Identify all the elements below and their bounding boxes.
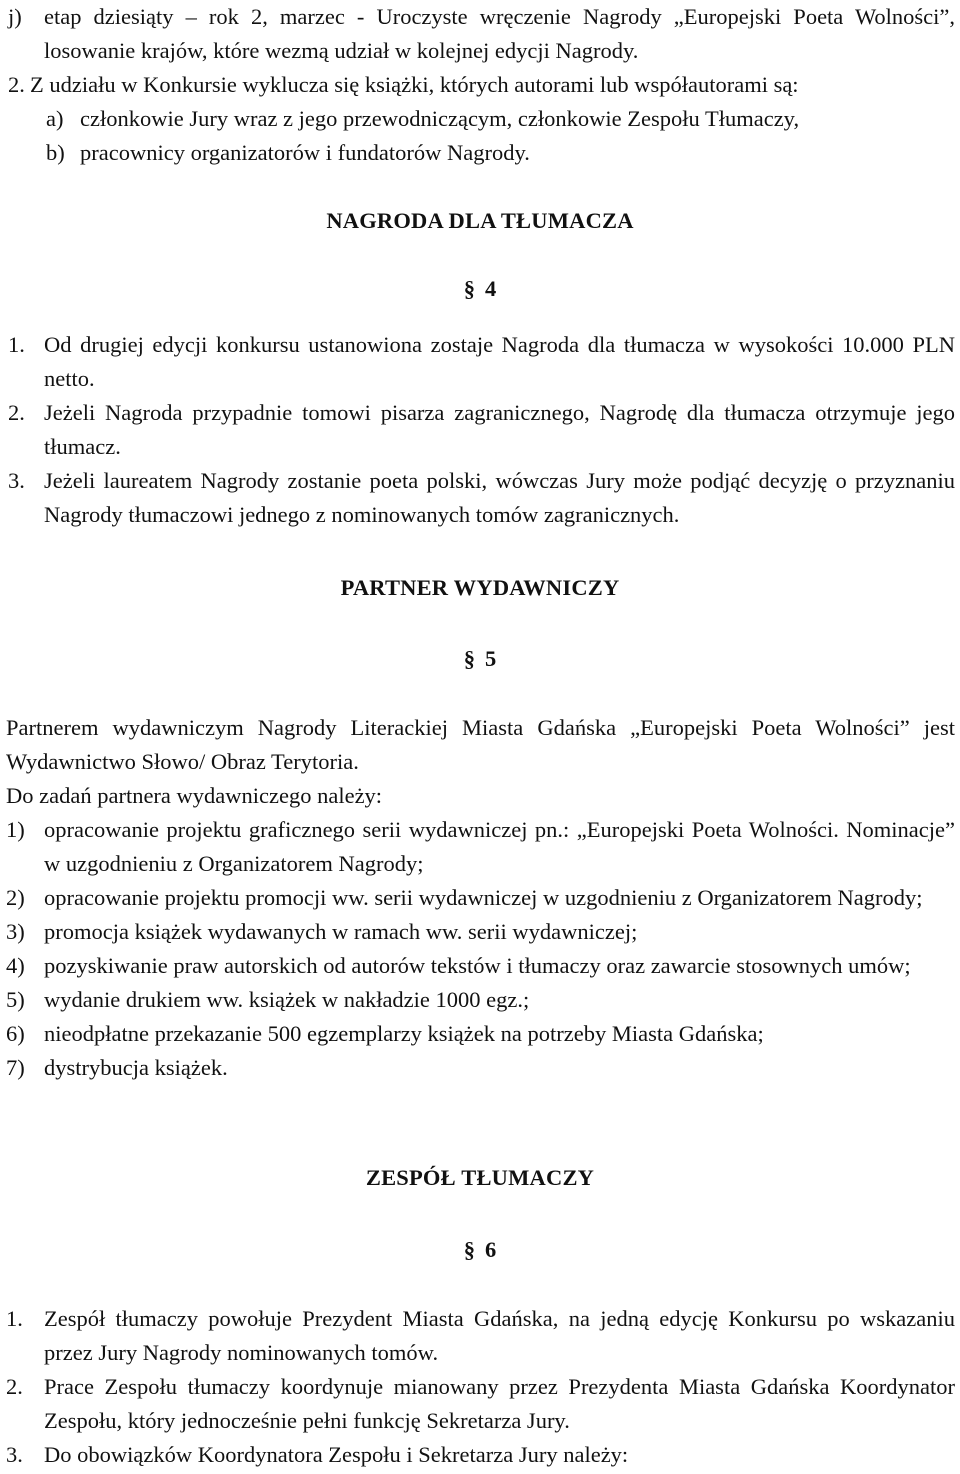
item-text: opracowanie projektu promocji ww. serii wydawniczej w uzgodnieniu z Organizatorem Nagrody; xyxy=(44,885,923,910)
section-heading-team: ZESPÓŁ TŁUMACZY xyxy=(365,1165,595,1190)
list-item xyxy=(0,328,960,396)
sub-item-label: a) xyxy=(46,106,64,131)
sub-item-text: członkowie Jury wraz z jego przewodniczącym, członkowie Zespołu Tłumaczy, xyxy=(80,106,800,131)
item-number: 3. xyxy=(6,1442,23,1467)
list-item xyxy=(0,983,960,1017)
list-item xyxy=(0,1051,960,1085)
item-number: 2. xyxy=(8,72,25,97)
item-text: nieodpłatne przekazanie 500 egzemplarzy książek na potrzeby Miasta Gdańska; xyxy=(44,1021,764,1046)
section-sign: § xyxy=(463,276,475,301)
item-number: 7) xyxy=(6,1055,25,1080)
item-text: opracowanie projektu graficznego serii wydawniczej pn.: „Europejski Poeta Wolności. Nominacje” w uzgodnieniu z Organizatorem Nagrody; xyxy=(44,817,955,876)
list-item-j xyxy=(0,0,960,68)
team-list xyxy=(0,1302,960,1472)
item-text: Prace Zespołu tłumaczy koordynuje mianowany przez Prezydenta Miasta Gdańska Koordynator Zespołu, który jednocześnie pełni funkcję Sekretarza Jury. xyxy=(44,1374,955,1433)
item-text: Z udziału w Konkursie wyklucza się książki, których autorami lub współautorami są: xyxy=(30,72,799,97)
paragraph-marker-4 xyxy=(0,272,960,306)
section-heading-translator: NAGRODA DLA TŁUMACZA xyxy=(326,208,634,233)
paragraph-marker-5 xyxy=(0,642,960,676)
list-item xyxy=(0,949,960,983)
item-text: wydanie drukiem ww. książek w nakładzie 1000 egz.; xyxy=(44,987,530,1012)
sub-item-label: b) xyxy=(46,140,65,165)
list-item xyxy=(0,396,960,464)
item-text: Od drugiej edycji konkursu ustanowiona zostaje Nagroda dla tłumacza w wysokości 10.000 PLN netto. xyxy=(44,332,955,391)
item-label: j) xyxy=(8,4,22,29)
item-number: 3. xyxy=(8,468,25,493)
item-number: 1. xyxy=(8,332,25,357)
section-sign: § xyxy=(463,1237,475,1262)
item-number: 1) xyxy=(6,817,25,842)
item-text: Do obowiązków Koordynatora Zespołu i Sekretarza Jury należy: xyxy=(44,1442,629,1467)
item-text: etap dziesiąty – rok 2, marzec - Uroczyste wręczenie Nagrody „Europejski Poeta Wolności”, losowanie krajów, które wezmą udział w kolejnej edycji Nagrody. xyxy=(44,4,955,63)
paragraph-number: 6 xyxy=(485,1237,497,1262)
item-text: promocja książek wydawanych w ramach ww. serii wydawniczej; xyxy=(44,919,638,944)
item-number: 2. xyxy=(6,1374,23,1399)
item-text: Jeżeli laureatem Nagrody zostanie poeta polski, wówczas Jury może podjąć decyzję o przyznaniu Nagrody tłumaczowi jednego z nominowanych tomów zagranicznych. xyxy=(44,468,955,527)
item-text: dystrybucja książek. xyxy=(44,1055,228,1080)
item-number: 1. xyxy=(6,1306,23,1331)
list-item xyxy=(0,464,960,532)
sub-item-b xyxy=(0,136,960,170)
paragraph-number: 5 xyxy=(485,646,497,671)
item-number: 2) xyxy=(6,885,25,910)
list-item xyxy=(0,1438,960,1472)
partner-body xyxy=(0,711,960,1085)
paragraph-number: 4 xyxy=(485,276,497,301)
list-item xyxy=(0,813,960,881)
top-continuation xyxy=(0,0,960,170)
sub-item-a xyxy=(0,102,960,136)
list-item xyxy=(0,1017,960,1051)
sub-item-text: pracownicy organizatorów i fundatorów Nagrody. xyxy=(80,140,530,165)
section-heading-partner: PARTNER WYDAWNICZY xyxy=(340,575,620,600)
list-item xyxy=(0,881,960,915)
list-item xyxy=(0,1302,960,1370)
list-item-2 xyxy=(0,68,960,102)
item-text: Zespół tłumaczy powołuje Prezydent Miasta Gdańska, na jedną edycję Konkursu po wskazaniu przez Jury Nagrody nominowanych tomów. xyxy=(44,1306,955,1365)
item-number: 5) xyxy=(6,987,25,1012)
item-text: pozyskiwanie praw autorskich od autorów tekstów i tłumaczy oraz zawarcie stosownych umów; xyxy=(44,953,911,978)
section-sign: § xyxy=(463,646,475,671)
item-text: Jeżeli Nagroda przypadnie tomowi pisarza zagranicznego, Nagrodę dla tłumacza otrzymuje jego tłumacz. xyxy=(44,400,955,459)
translator-list xyxy=(0,328,960,532)
item-number: 3) xyxy=(6,919,25,944)
paragraph-marker-6 xyxy=(0,1233,960,1267)
partner-intro: Partnerem wydawniczym Nagrody Literackiej Miasta Gdańska „Europejski Poeta Wolności” jest Wydawnictwo Słowo/ Obraz Terytoria. xyxy=(6,715,955,774)
partner-duties-intro: Do zadań partnera wydawniczego należy: xyxy=(6,783,383,808)
item-number: 2. xyxy=(8,400,25,425)
item-number: 4) xyxy=(6,953,25,978)
list-item xyxy=(0,915,960,949)
item-number: 6) xyxy=(6,1021,25,1046)
list-item xyxy=(0,1370,960,1438)
